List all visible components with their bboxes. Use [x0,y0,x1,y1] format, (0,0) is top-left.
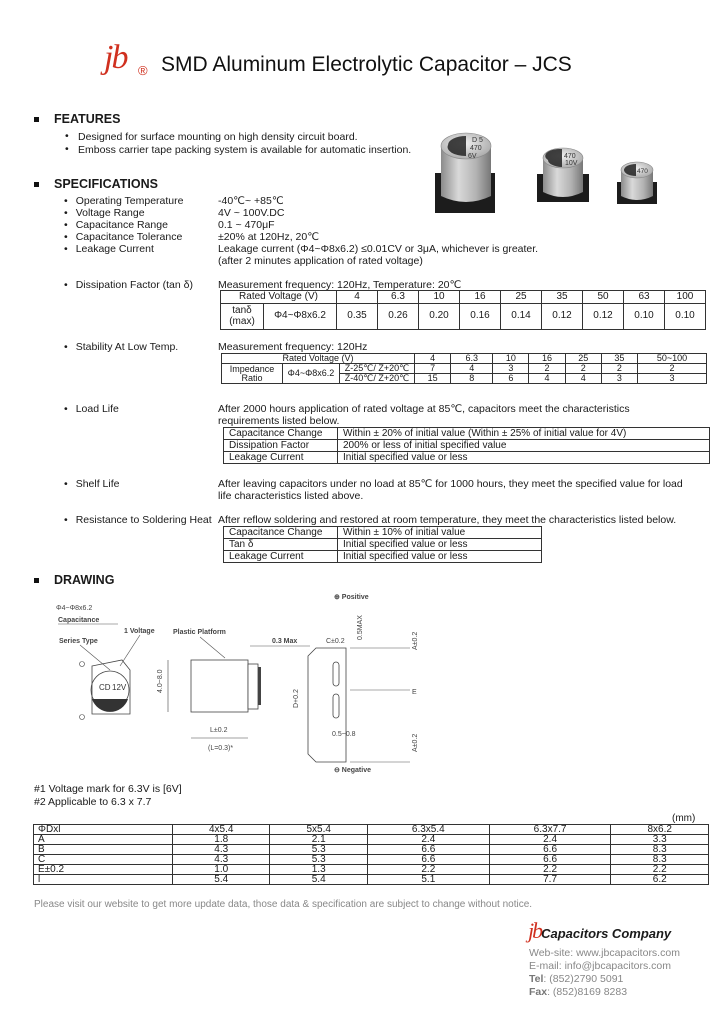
contact-block [529,947,680,999]
dissipation-label: • Dissipation Factor (tan δ) [64,279,193,291]
dim-header-cell: 6.3x5.4 [367,825,489,835]
svg-text:L±0.2: L±0.2 [210,727,228,734]
dim-cell: 7.7 [489,875,611,885]
drawing-note-1: #1 Voltage mark for 6.3V is [6V] [34,783,182,795]
website-link[interactable]: Web-site: www.jbcapacitors.com [529,947,680,959]
load-life-label: • Load Life [64,403,119,415]
footer-logo: jb [528,918,542,943]
voltage-cell: 6.3 [378,291,419,304]
requirement-cell: Initial specified value or less [338,539,542,551]
svg-text:(L=0.3)*: (L=0.3)* [208,745,234,752]
shelf-life-text-2: life characteristics listed above. [218,490,364,502]
spec-label: • Leakage Current [64,243,183,255]
value-cell: 4 [529,374,565,384]
value-cell: 0.16 [460,303,501,329]
dim-row-label: l [34,875,173,885]
load-life-text: After 2000 hours application of rated voltage at 85℃, capacitors meet the characteristics [218,403,630,415]
svg-text:⊖ Negative: ⊖ Negative [334,767,371,774]
svg-text:A±0.2: A±0.2 [412,631,419,650]
rated-voltage-header: Rated Voltage (V) [222,354,415,364]
svg-text:A±0.2: A±0.2 [412,733,419,752]
requirement-cell: Initial specified value or less [338,551,542,563]
spec-label: • Voltage Range [64,207,183,219]
technical-drawing [50,590,440,780]
value-cell: 3 [493,364,529,374]
dim-cell: 6.6 [367,845,489,855]
dim-cell: 6.6 [489,855,611,865]
unit-label: (mm) [672,813,696,824]
dim-cell: 2.4 [367,835,489,845]
page-title: SMD Aluminum Electrolytic Capacitor – JCS [161,53,572,76]
voltage-cell: 50 [583,291,624,304]
dim-row-label: C [34,855,173,865]
soldering-label: • Resistance to Soldering Heat [64,514,212,526]
size-cell: Φ4~Φ8x6.2 [283,364,340,384]
svg-text:Series Type: Series Type [59,638,98,645]
dim-cell: 5.3 [270,845,367,855]
spec-value: -40℃~ +85℃ [218,195,284,207]
rated-voltage-header: Rated Voltage (V) [221,291,337,304]
dim-cell: 6.6 [489,845,611,855]
pad-view [250,594,419,774]
shelf-life-label: • Shelf Life [64,478,119,490]
svg-text:12V: 12V [112,683,127,692]
voltage-cell: 35 [542,291,583,304]
characteristic-cell: Capacitance Change [224,428,338,440]
svg-text:10V: 10V [565,160,578,167]
svg-text:⊕ Positive: ⊕ Positive [334,594,369,601]
features-heading: FEATURES [34,112,120,127]
dim-row-label: E±0.2 [34,865,173,875]
value-cell: 2 [601,364,637,374]
registered-mark: ® [138,63,148,78]
dissipation-table [220,290,706,330]
value-cell: 0.20 [419,303,460,329]
svg-text:0.5MAX: 0.5MAX [357,615,364,640]
soldering-text: After reflow soldering and restored at room temperature, they meet the characteristics listed below. [218,514,677,526]
dimension-table [33,824,709,885]
dim-cell: 4.3 [173,845,270,855]
svg-text:6V: 6V [468,153,477,160]
dim-header-cell: ΦDxl [34,825,173,835]
dim-cell: 2.4 [489,835,611,845]
square-bullet-icon [34,578,39,583]
dim-cell: 1.8 [173,835,270,845]
top-view [56,605,155,720]
dim-cell: 5.4 [173,875,270,885]
requirement-cell: 200% or less of initial specified value [338,440,710,452]
dim-cell: 3.3 [611,835,709,845]
voltage-cell: 35 [601,354,637,364]
value-cell: 3 [601,374,637,384]
spec-value: 0.1 ~ 470μF [218,219,275,231]
dim-cell: 4.3 [173,855,270,865]
dissipation-intro: Measurement frequency: 120Hz, Temperature: 20℃ [218,279,462,291]
dim-cell: 8.3 [611,845,709,855]
voltage-cell: 25 [501,291,542,304]
value-cell: 0.14 [501,303,542,329]
voltage-cell: 16 [460,291,501,304]
svg-text:C±0.2: C±0.2 [326,638,345,645]
voltage-cell: 6.3 [451,354,493,364]
voltage-cell: 16 [529,354,565,364]
dim-row-label: A [34,835,173,845]
drawing-heading: DRAWING [34,573,114,588]
small-capacitor [617,162,657,204]
dim-cell: 6.6 [367,855,489,865]
svg-text:D+0.2: D+0.2 [293,689,300,708]
spec-label: • Capacitance Range [64,219,183,231]
company-name: Capacitors Company [541,926,672,941]
dim-cell: 8.3 [611,855,709,865]
svg-text:470: 470 [470,145,482,152]
value-cell: 0.12 [542,303,583,329]
svg-text:CD: CD [99,683,111,692]
dim-header-cell: 5x5.4 [270,825,367,835]
value-cell: 6 [493,374,529,384]
svg-text:E: E [412,689,417,696]
requirement-cell: Within ± 20% of initial value (Within ± 25% of initial value for 4V) [338,428,710,440]
feature-item: • Emboss carrier tape packing system is available for automatic insertion. [64,144,411,157]
spec-value: 4V ~ 100V.DC [218,207,285,219]
value-cell: 2 [529,364,565,374]
characteristic-cell: Dissipation Factor [224,440,338,452]
value-cell: 3 [638,374,707,384]
tan-delta-label: tanδ (max) [221,303,264,329]
value-cell: 0.26 [378,303,419,329]
dim-cell: 2.2 [611,865,709,875]
dim-cell: 6.2 [611,875,709,885]
svg-text:0.3 Max: 0.3 Max [272,638,298,645]
characteristic-cell: Leakage Current [224,452,338,464]
characteristic-cell: Leakage Current [224,551,338,563]
voltage-cell: 4 [337,291,378,304]
svg-text:D 5: D 5 [472,137,483,144]
characteristic-cell: Tan δ [224,539,338,551]
basic-spec-values [218,195,538,267]
value-cell: 2 [638,364,707,374]
voltage-cell: 63 [624,291,665,304]
svg-text:4.0~8.0: 4.0~8.0 [157,669,164,693]
leakage-note: (after 2 minutes application of rated voltage) [218,255,423,267]
requirement-cell: Initial specified value or less [338,452,710,464]
dim-header-cell: 8x6.2 [611,825,709,835]
features-list [64,131,411,157]
characteristic-cell: Capacitance Change [224,527,338,539]
impedance-label: Impedance Ratio [222,364,283,384]
spec-label: • Operating Temperature [64,195,183,207]
dim-header-cell: 6.3x7.7 [489,825,611,835]
value-cell: 4 [451,364,493,374]
value-cell: 15 [415,374,451,384]
square-bullet-icon [34,117,39,122]
svg-text:Capacitance: Capacitance [58,617,100,624]
voltage-cell: 10 [493,354,529,364]
value-cell: 7 [415,364,451,374]
email-link[interactable]: E-mail: info@jbcapacitors.com [529,960,671,972]
value-cell: 0.10 [665,303,706,329]
requirement-cell: Within ± 10% of initial value [338,527,542,539]
side-view [157,629,261,752]
voltage-cell: 10 [419,291,460,304]
specifications-heading: SPECIFICATIONS [34,177,158,192]
stability-table [221,353,707,384]
dim-cell: 5.4 [270,875,367,885]
dim-row-label: B [34,845,173,855]
square-bullet-icon [34,182,39,187]
soldering-table [223,526,542,563]
spec-value: Leakage current (Φ4~Φ8x6.2) ≤0.01CV or 3μA, whichever is greater. [218,243,539,255]
voltage-cell: 25 [565,354,601,364]
stability-label: • Stability At Low Temp. [64,341,178,353]
voltage-cell: 100 [665,291,706,304]
feature-item: • Designed for surface mounting on high density circuit board. [64,131,411,144]
dim-cell: 2.2 [489,865,611,875]
condition-cell: Z-40℃/ Z+20℃ [340,374,415,384]
value-cell: 0.12 [583,303,624,329]
medium-capacitor [537,148,589,202]
shelf-life-text: After leaving capacitors under no load at 85℃ for 1000 hours, they meet the specified value for load [218,478,683,490]
svg-text:1 Voltage: 1 Voltage [124,628,155,635]
value-cell: 0.35 [337,303,378,329]
fax-line: Fax: (852)8169 8283 [529,986,628,998]
load-life-table [223,427,710,464]
dim-cell: 2.2 [367,865,489,875]
dim-header-cell: 4x5.4 [173,825,270,835]
load-life-text-2: requirements listed below. [218,415,340,427]
stability-intro: Measurement frequency: 120Hz [218,341,368,353]
svg-text:470: 470 [564,153,576,160]
svg-text:Φ4~Φ8x6.2: Φ4~Φ8x6.2 [56,605,93,612]
dim-cell: 1.0 [173,865,270,875]
dim-cell: 5.1 [367,875,489,885]
value-cell: 8 [451,374,493,384]
phone-line: Tel: (852)2790 5091 [529,973,624,985]
size-cell: Φ4~Φ8x6.2 [264,303,337,329]
basic-spec-labels [64,195,183,255]
value-cell: 2 [565,364,601,374]
svg-text:470: 470 [637,168,648,175]
condition-cell: Z-25℃/ Z+20℃ [340,364,415,374]
dim-cell: 1.3 [270,865,367,875]
svg-text:0.5~0.8: 0.5~0.8 [332,731,356,738]
dim-cell: 5.3 [270,855,367,865]
value-cell: 4 [565,374,601,384]
spec-value: ±20% at 120Hz, 20℃ [218,231,320,243]
footer-brand [528,918,671,944]
drawing-note-2: #2 Applicable to 6.3 x 7.7 [34,796,152,808]
voltage-cell: 4 [415,354,451,364]
voltage-cell: 50~100 [638,354,707,364]
svg-text:Plastic Platform: Plastic Platform [173,629,226,636]
brand-logo: jb [104,39,127,76]
spec-label: • Capacitance Tolerance [64,231,183,243]
dim-cell: 2.1 [270,835,367,845]
value-cell: 0.10 [624,303,665,329]
disclaimer-note: Please visit our website to get more update data, those data & specification are subject to change without notice. [34,899,533,910]
